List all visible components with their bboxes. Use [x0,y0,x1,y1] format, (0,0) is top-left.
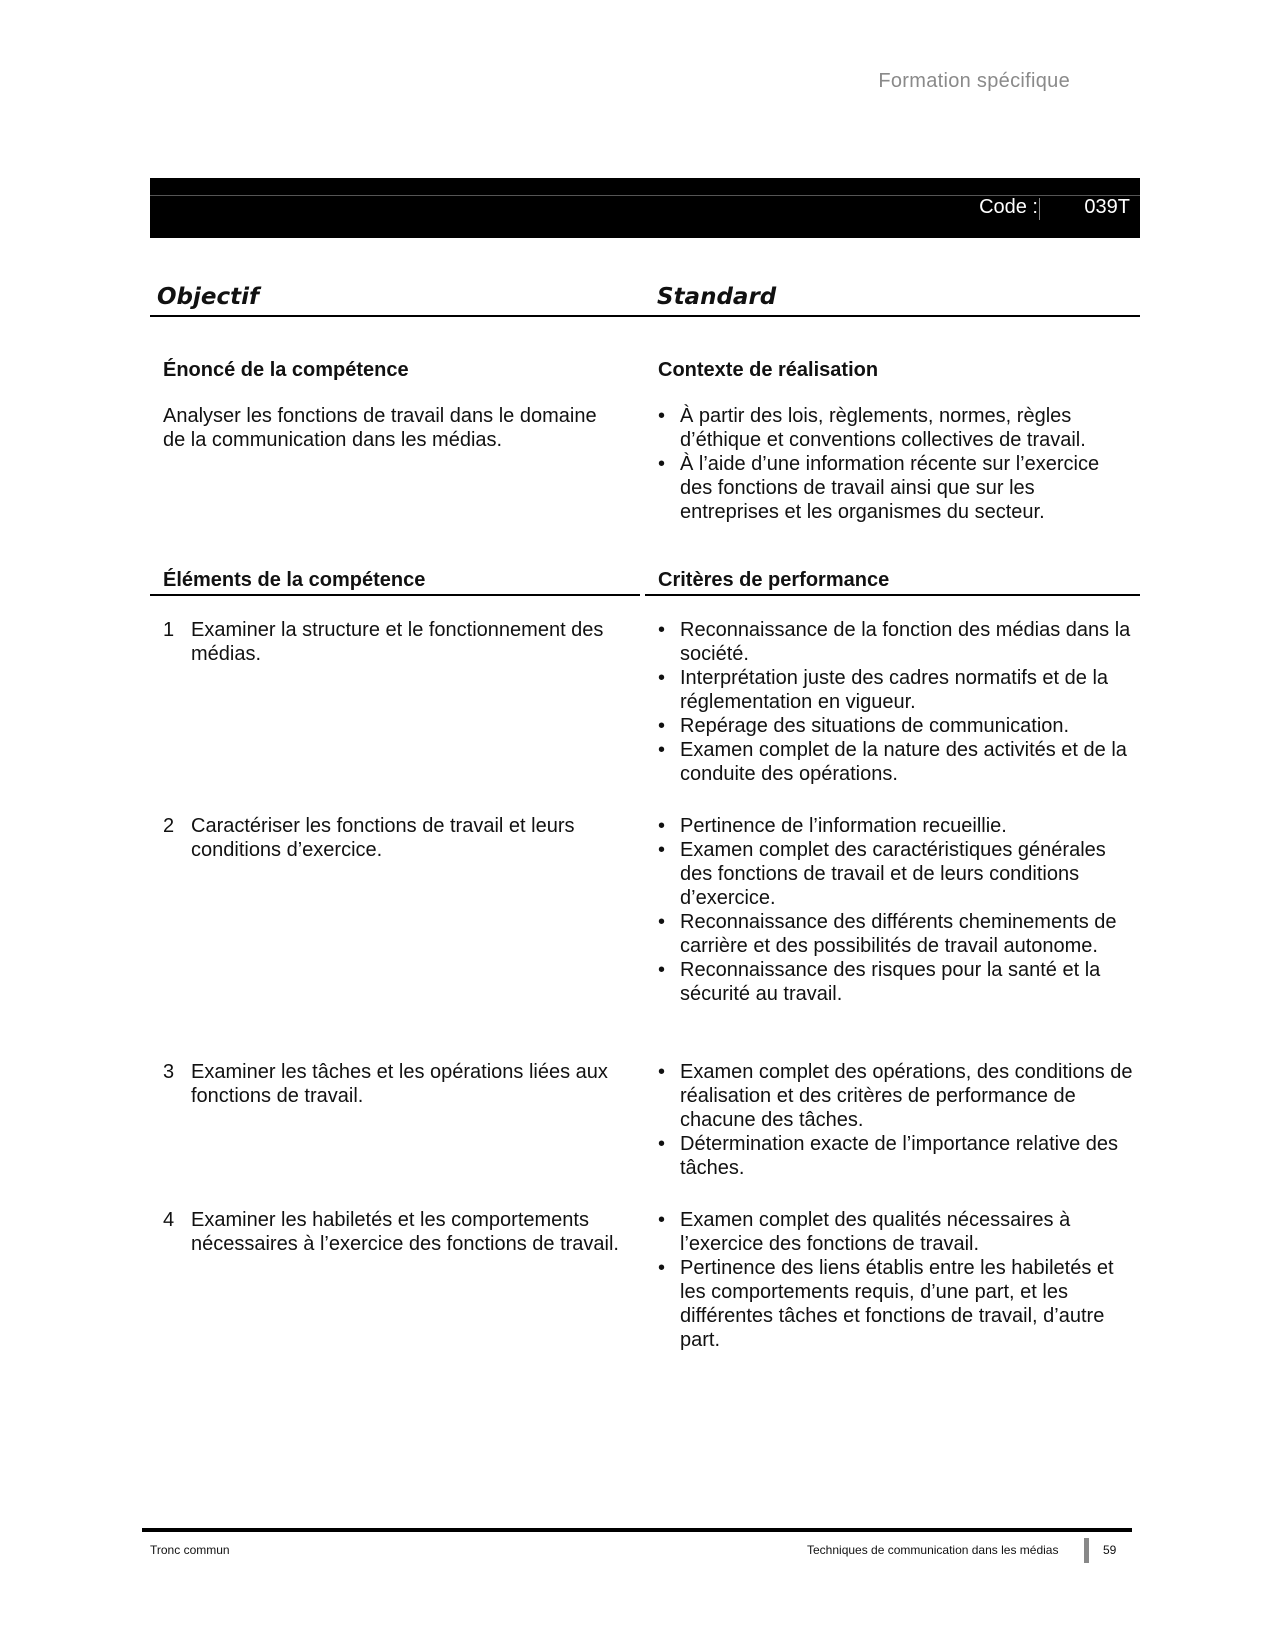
title-rule [150,315,1140,317]
enonce-text [163,404,633,452]
code-separator [1039,198,1040,220]
footer-rule [142,1528,1132,1532]
criteria-list-3 [658,1060,1133,1180]
enonce-line-1: Analyser les fonctions de travail dans le domaine [163,405,597,427]
footer-right-text: Techniques de communication dans les médias [807,1543,1059,1557]
criteria-item: • Détermination exacte de l’importance relative des tâches. [658,1132,1133,1180]
criteria-item: • Reconnaissance des risques pour la santé et la sécurité au travail. [658,958,1133,1006]
elements-rule [150,594,640,596]
element-number: 4 [163,1209,175,1231]
code-label: Code : [979,196,1038,218]
footer-left-text: Tronc commun [150,1543,230,1557]
enonce-heading: Énoncé de la compétence [163,359,409,381]
element-text: Examiner les tâches et les opérations liées aux fonctions de travail. [191,1061,608,1107]
objectif-title: Objectif [157,284,260,310]
criteria-item: • Repérage des situations de communication. [658,714,1133,738]
criteria-list-4 [658,1208,1133,1352]
criteria-list-1 [658,618,1133,786]
element-number: 2 [163,815,175,837]
element-row-4 [163,1208,633,1256]
elements-heading: Éléments de la compétence [163,569,426,591]
criteria-item: • Examen complet des caractéristiques générales des fonctions de travail et de leurs conditions d’exercice. [658,838,1133,910]
code-value: 039T [1084,196,1130,218]
element-row-2 [163,814,633,862]
element-text: Caractériser les fonctions de travail et leurs conditions d’exercice. [191,815,575,861]
criteria-item: • Examen complet des opérations, des conditions de réalisation et des critères de performance de chacune des tâches. [658,1060,1133,1132]
code-band [150,178,1140,238]
running-header: Formation spécifique [878,70,1070,92]
contexte-heading: Contexte de réalisation [658,359,879,381]
element-text: Examiner les habiletés et les comportements nécessaires à l’exercice des fonctions de travail. [191,1209,619,1255]
element-number: 3 [163,1061,175,1083]
criteria-item: • Pertinence des liens établis entre les habiletés et les comportements requis, d’une part, et les différentes tâches et fonctions de travail, d’autre part. [658,1256,1133,1352]
enonce-line-2: de la communication dans les médias. [163,429,503,451]
criteria-item: • Examen complet des qualités nécessaires à l’exercice des fonctions de travail. [658,1208,1133,1256]
element-number: 1 [163,619,175,641]
element-row-1 [163,618,633,666]
criteria-item: • Interprétation juste des cadres normatifs et de la réglementation en vigueur. [658,666,1133,714]
standard-title: Standard [657,284,777,310]
footer-separator-bar [1084,1538,1089,1563]
contexte-list [658,404,1128,524]
element-text: Examiner la structure et le fonctionnement des médias. [191,619,604,665]
criteria-item: • Examen complet de la nature des activités et de la conduite des opérations. [658,738,1133,786]
criteria-item: • Reconnaissance des différents cheminements de carrière et des possibilités de travail autonome. [658,910,1133,958]
criteria-item: • Reconnaissance de la fonction des médias dans la société. [658,618,1133,666]
criteres-rule [645,594,1140,596]
element-row-3 [163,1060,633,1108]
contexte-item: • À l’aide d’une information récente sur l’exercice des fonctions de travail ainsi que sur les entreprises et les organismes du secteur. [658,452,1128,524]
criteria-item: • Pertinence de l’information recueillie. [658,814,1133,838]
criteres-heading: Critères de performance [658,569,890,591]
contexte-item: • À partir des lois, règlements, normes, règles d’éthique et conventions collectives de travail. [658,404,1128,452]
page-number: 59 [1103,1543,1117,1557]
criteria-list-2 [658,814,1133,1006]
